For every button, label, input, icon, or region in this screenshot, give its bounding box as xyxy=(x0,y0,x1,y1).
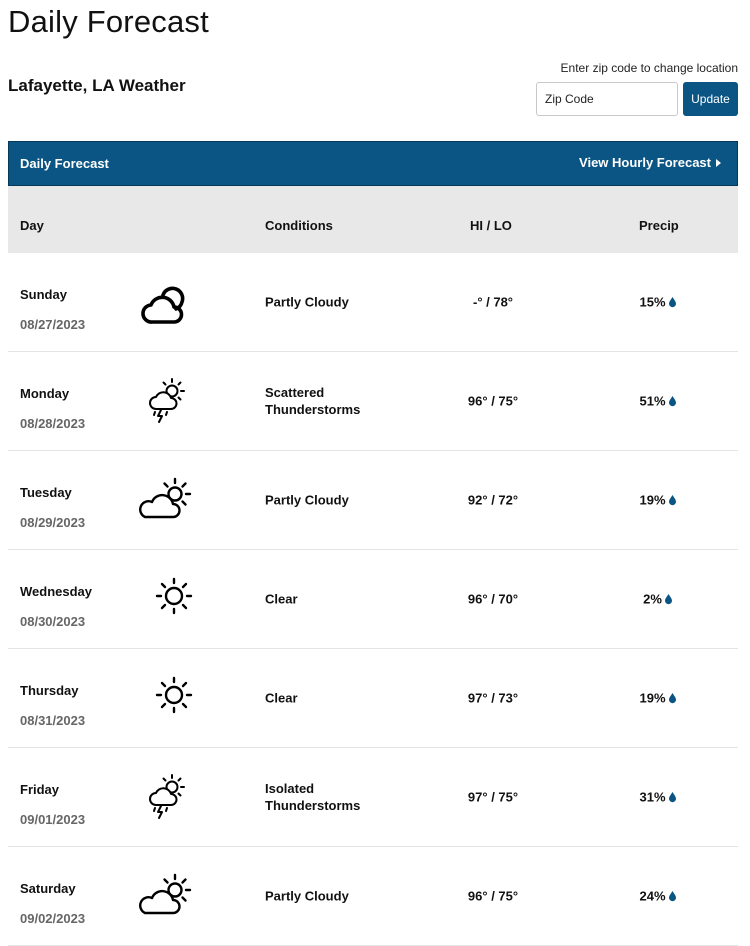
day-name: Friday xyxy=(20,782,60,797)
forecast-rows xyxy=(8,253,738,946)
hi-lo-temp: 97° / 73° xyxy=(467,690,519,706)
day-name: Sunday xyxy=(20,287,67,302)
page-title: Daily Forecast xyxy=(8,4,209,39)
precip-cell xyxy=(618,493,698,508)
partly-cloudy-icon xyxy=(134,471,194,527)
day-date: 08/29/2023 xyxy=(20,515,86,530)
conditions-text: Isolated Thunderstorms xyxy=(265,781,361,813)
forecast-row xyxy=(8,451,738,550)
precip-cell xyxy=(618,790,698,805)
precip-value: 51% xyxy=(639,393,666,409)
conditions-text: Clear xyxy=(265,690,298,706)
forecast-header-bar xyxy=(8,141,738,186)
day-date: 08/28/2023 xyxy=(20,416,86,431)
day-name: Wednesday xyxy=(20,584,93,599)
column-header-day: Day xyxy=(20,218,44,233)
hi-lo-temp: 92° / 72° xyxy=(467,492,519,508)
hi-lo-temp: 96° / 70° xyxy=(467,591,519,607)
day-name: Thursday xyxy=(20,683,79,698)
precip-cell xyxy=(618,889,698,904)
day-name: Monday xyxy=(20,386,70,401)
conditions-text: Partly Cloudy xyxy=(265,888,349,904)
zip-hint: Enter zip code to change location xyxy=(560,61,738,75)
raindrop-icon xyxy=(664,593,673,604)
raindrop-icon xyxy=(668,791,677,802)
raindrop-icon xyxy=(668,395,677,406)
sun-icon xyxy=(134,570,194,626)
conditions-text: Partly Cloudy xyxy=(265,492,349,508)
thunderstorm-icon xyxy=(134,372,194,428)
thunderstorm-icon xyxy=(134,768,194,824)
partly-cloudy-icon xyxy=(134,867,194,923)
table-header xyxy=(8,186,738,253)
precip-cell xyxy=(618,592,698,607)
precip-value: 19% xyxy=(639,492,666,508)
day-name: Tuesday xyxy=(20,485,72,500)
precip-cell xyxy=(618,691,698,706)
cloudy-night-icon xyxy=(134,273,194,329)
hi-lo-temp: -° / 78° xyxy=(472,294,514,310)
forecast-row xyxy=(8,253,738,352)
day-name: Saturday xyxy=(20,881,76,896)
conditions-text: Clear xyxy=(265,591,298,607)
update-button[interactable]: Update xyxy=(683,82,738,116)
sun-icon xyxy=(134,669,194,725)
precip-cell xyxy=(618,295,698,310)
precip-value: 2% xyxy=(643,591,662,607)
forecast-row xyxy=(8,550,738,649)
bar-title: Daily Forecast xyxy=(20,156,109,171)
forecast-row xyxy=(8,352,738,451)
column-header-hilo: HI / LO xyxy=(470,218,512,233)
precip-value: 24% xyxy=(639,888,666,904)
view-hourly-forecast-link[interactable] xyxy=(579,155,721,170)
raindrop-icon xyxy=(668,296,677,307)
location-heading: Lafayette, LA Weather xyxy=(8,76,186,95)
hourly-link-label: View Hourly Forecast xyxy=(579,155,711,170)
raindrop-icon xyxy=(668,692,677,703)
zip-code-input[interactable] xyxy=(536,82,678,116)
day-date: 08/31/2023 xyxy=(20,713,86,728)
column-header-precip: Precip xyxy=(639,218,679,233)
conditions-text: Scattered Thunderstorms xyxy=(265,385,361,417)
raindrop-icon xyxy=(668,890,677,901)
forecast-row xyxy=(8,748,738,847)
precip-cell xyxy=(618,394,698,409)
forecast-row xyxy=(8,649,738,748)
column-header-conditions: Conditions xyxy=(265,218,333,233)
hi-lo-temp: 97° / 75° xyxy=(467,789,519,805)
day-date: 09/01/2023 xyxy=(20,812,86,827)
precip-value: 31% xyxy=(639,789,666,805)
precip-value: 15% xyxy=(639,294,666,310)
hi-lo-temp: 96° / 75° xyxy=(467,888,519,904)
conditions-text: Partly Cloudy xyxy=(265,294,349,310)
caret-right-icon xyxy=(716,159,721,167)
day-date: 08/30/2023 xyxy=(20,614,86,629)
day-date: 09/02/2023 xyxy=(20,911,86,926)
day-date: 08/27/2023 xyxy=(20,317,86,332)
hi-lo-temp: 96° / 75° xyxy=(467,393,519,409)
forecast-row xyxy=(8,847,738,946)
raindrop-icon xyxy=(668,494,677,505)
precip-value: 19% xyxy=(639,690,666,706)
